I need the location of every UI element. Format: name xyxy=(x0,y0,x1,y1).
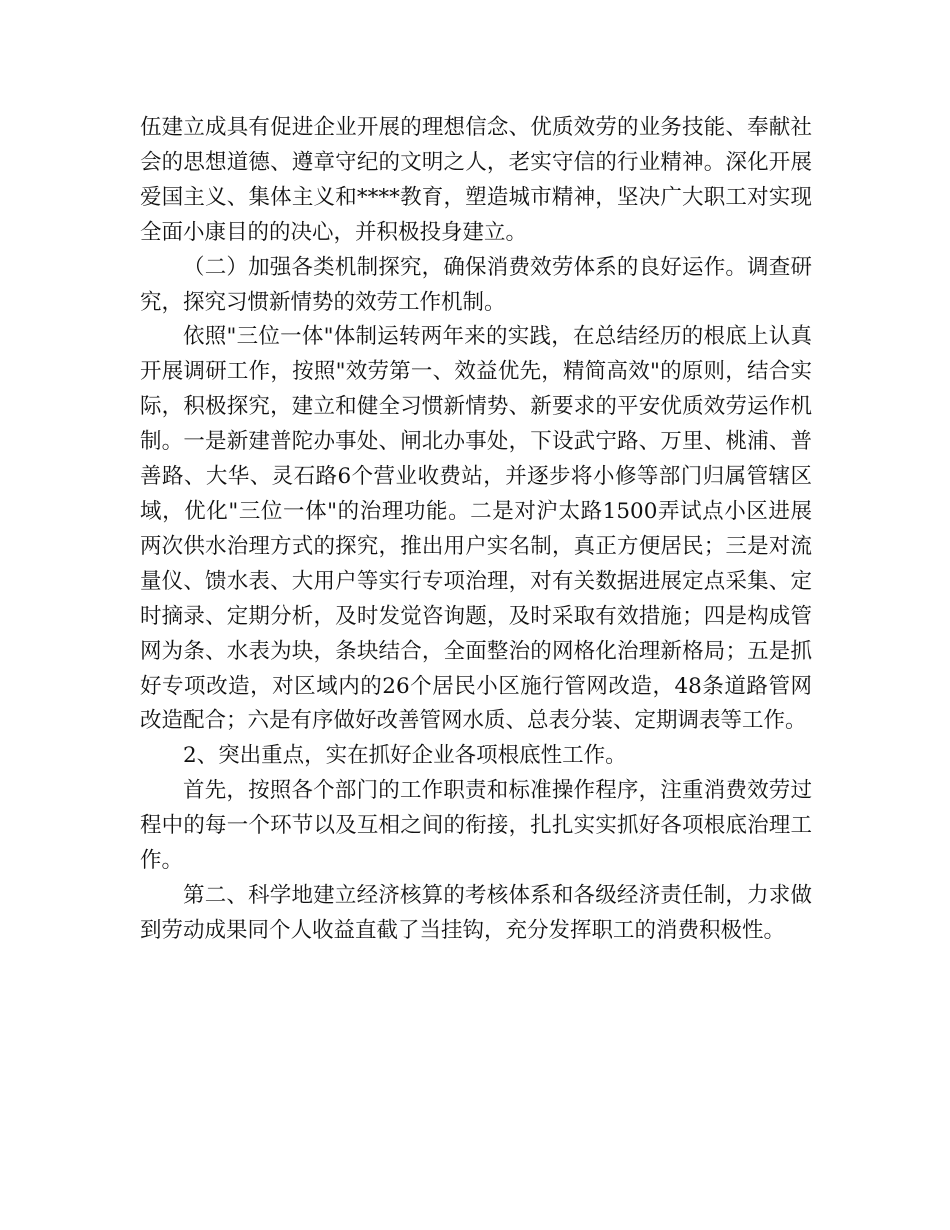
document-body xyxy=(140,111,812,949)
paragraph-section-two-heading: （二）加强各类机制探究，确保消费效劳体系的良好运作。调查研究，探究习惯新情势的效劳工作机制。 xyxy=(140,254,812,315)
paragraph-second-measure: 第二、科学地建立经济核算的考核体系和各级经济责任制，力求做到劳动成果同个人收益直截了当挂钩，充分发挥职工的消费积极性。 xyxy=(140,882,812,943)
paragraph-point-two-heading: 2、突出重点，实在抓好企业各项根底性工作。 xyxy=(183,743,627,769)
paragraph-mechanism-details: 依照"三位一体"体制运转两年来的实践，在总结经历的根底上认真开展调研工作，按照"效劳第一、效益优先，精简高效"的原则，结合实际，积极探究，建立和健全习惯新情势、新要求的平安优质效劳运作机制。一是新建普陀办事处、闸北办事处，下设武宁路、万里、桃浦、普善路、大华、灵石路6个营业收费站，并逐步将小修等部门归属管辖区域，优化"三位一体"的治理功能。二是对沪太路1500弄试点小区进展两次供水治理方式的探究，推出用户实名制，真正方便居民；三是对流量仪、馈水表、大用户等实行专项治理，对有关数据进展定点采集、定时摘录、定期分析，及时发觉咨询题，及时采取有效措施；四是构成管网为条、水表为块，条块结合，全面整治的网格化治理新格局；五是抓好专项改造，对区域内的26个居民小区施行管网改造，48条道路管网改造配合；六是有序做好改善管网水质、总表分装、定期调表等工作。 xyxy=(140,324,812,734)
paragraph-first-measure: 首先，按照各个部门的工作职责和标准操作程序，注重消费效劳过程中的每一个环节以及互相之间的衔接，扎扎实实抓好各项根底治理工作。 xyxy=(140,778,812,874)
paragraph-continuation: 伍建立成具有促进企业开展的理想信念、优质效劳的业务技能、奉献社会的思想道德、遵章守纪的文明之人，老实守信的行业精神。深化开展爱国主义、集体主义和****教育，塑造城市精神，坚决广大职工对实现全面小康目的的决心，并积极投身建立。 xyxy=(140,115,812,245)
